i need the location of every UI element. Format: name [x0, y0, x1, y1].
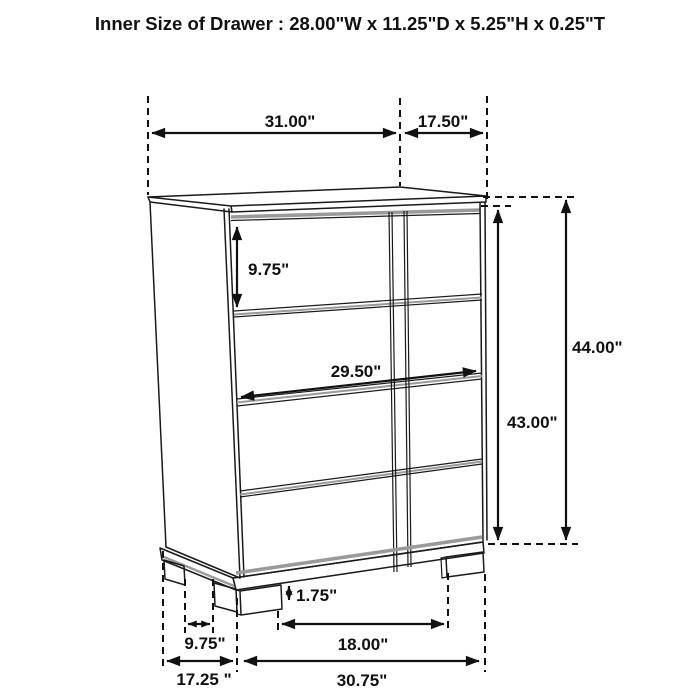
dim-top-width: [148, 96, 400, 195]
dim-overall-height: [483, 197, 623, 544]
diagram-title: Inner Size of Drawer : 28.00"W x 11.25"D x 5.25"H x 0.25"T: [94, 13, 606, 34]
dim-leg-gap: [184, 579, 225, 653]
leg-mid-left: [214, 583, 237, 612]
dim-label-base-depth: 17.25 ": [176, 670, 232, 689]
dim-top-depth: [405, 96, 487, 203]
drawer-divider-3: [240, 459, 482, 497]
bottom-rail-shade: [236, 537, 482, 573]
dim-label-case-height: 43.00": [507, 413, 558, 432]
left-side-panel: [150, 202, 244, 578]
right-front-edge: [480, 203, 483, 541]
plinth-base: [160, 542, 484, 590]
dim-plinth-height: [289, 586, 337, 605]
dim-label-top-width: 31.00": [264, 112, 316, 131]
dim-label-base-width: 30.75": [336, 671, 388, 690]
dim-case-height: [481, 206, 558, 540]
leg-front-left: [240, 585, 282, 615]
drawer-divider-1: [234, 294, 482, 317]
dim-label-leg-gap: 9.75": [184, 634, 226, 653]
dim-label-overall-height: 44.00": [572, 338, 623, 357]
plinth-left: [160, 548, 236, 590]
accent-strip: [389, 211, 411, 572]
front-face: [231, 202, 487, 578]
dim-label-drawer-width: 29.50": [330, 362, 382, 381]
dim-drawer-height: [237, 227, 289, 307]
dim-label-top-depth: 17.50": [417, 112, 469, 131]
dim-label-drawer-height: 9.75": [248, 260, 290, 279]
top-panel: [148, 187, 486, 212]
chest-drawing: [148, 187, 487, 615]
dim-label-front-leg-span: 18.00": [337, 635, 389, 654]
dim-label-plinth-height: 1.75": [296, 586, 338, 605]
